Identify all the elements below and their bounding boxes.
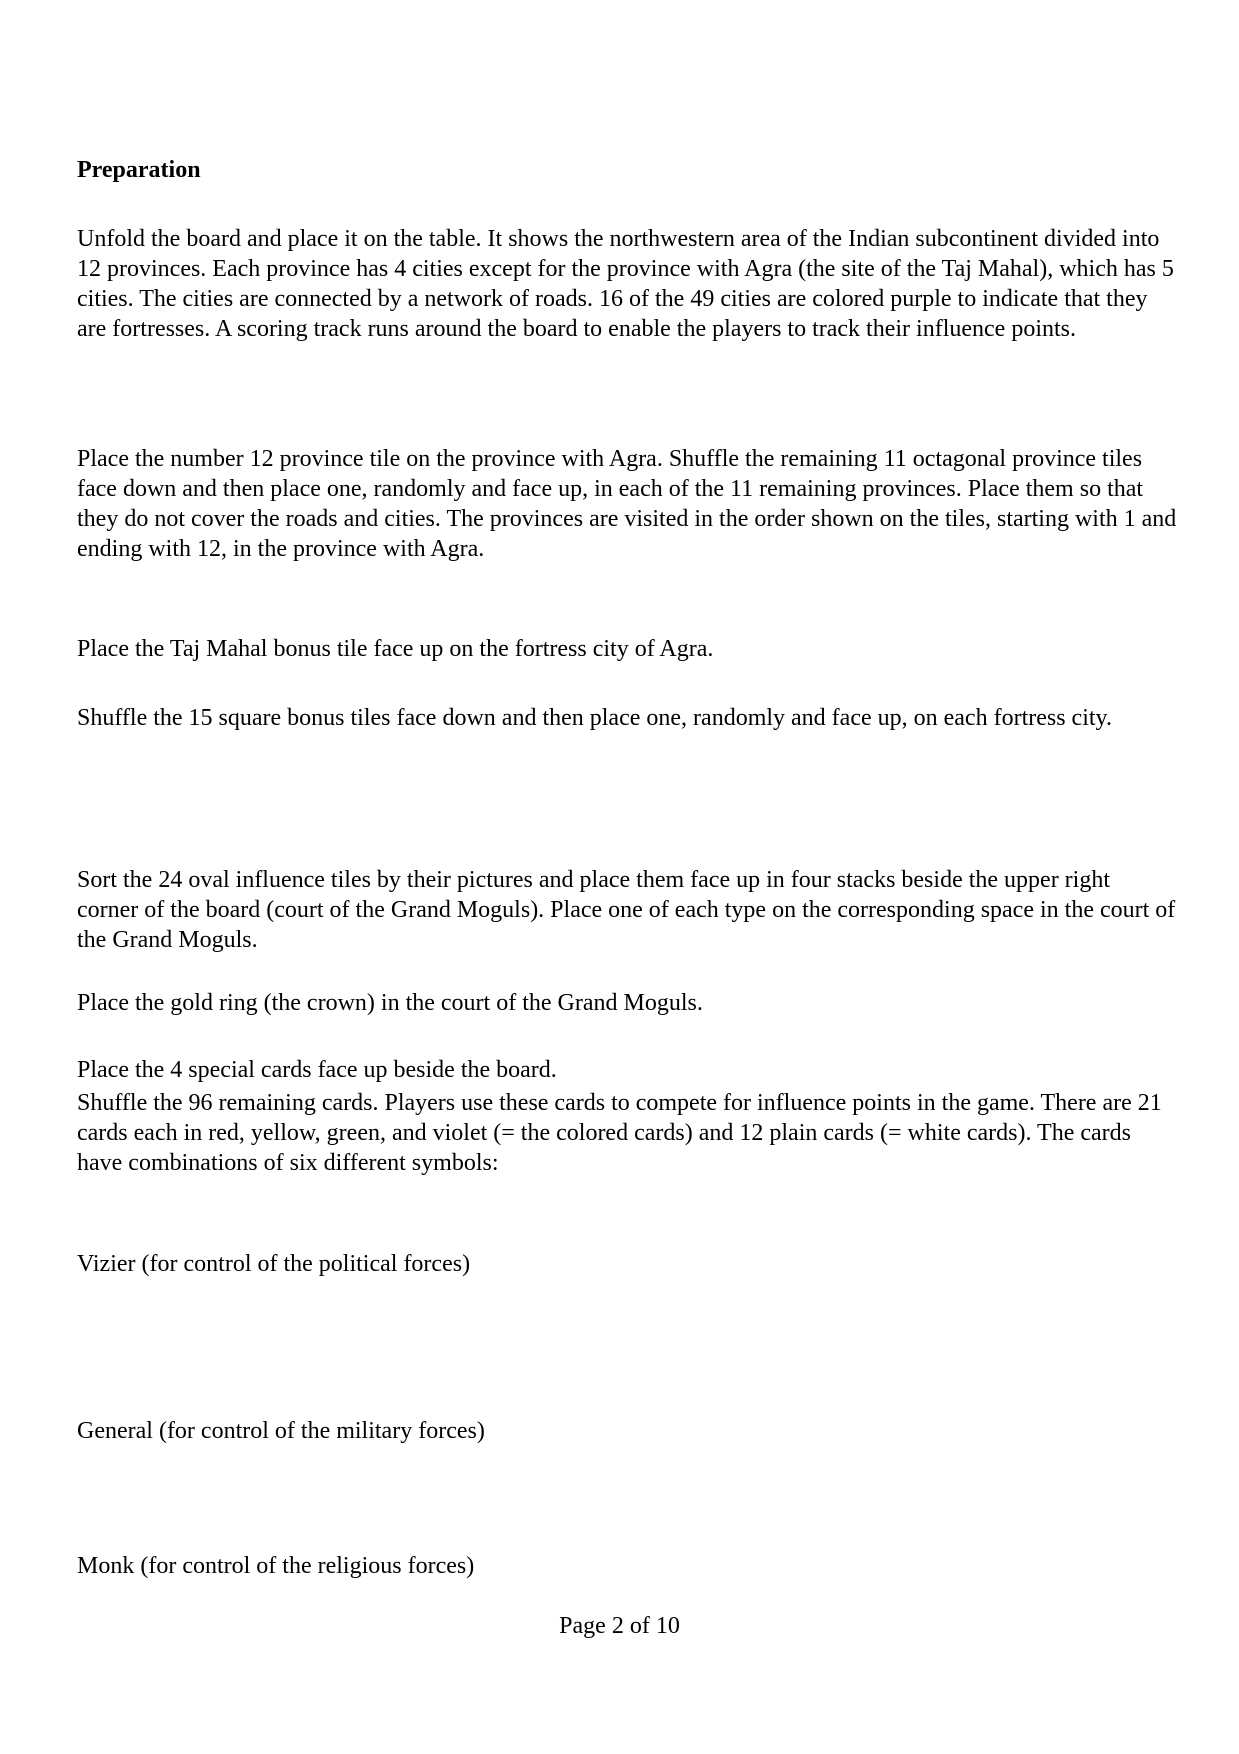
paragraph-influence-tiles: Sort the 24 oval influence tiles by their pictures and place them face up in four stacks beside the upper right corner of the board (court of the Grand Moguls). Place one of each type on the corresponding space in the court of the Grand Moguls. [77, 867, 1176, 953]
paragraph-board-setup: Unfold the board and place it on the table. It shows the northwestern area of the Indian subcontinent divided into 12 provinces. Each province has 4 cities except for the province with Agra (the site of the Taj Mahal), which has 5 cities. The cities are connected by a network of roads. 16 of the 49 cities are colored purple to indicate that they are fortresses. A scoring track runs around the board to enable the players to track their influence points. [77, 226, 1174, 342]
symbol-general: General (for control of the military forces) [77, 1418, 485, 1444]
paragraph-taj-mahal-tile: Place the Taj Mahal bonus tile face up on the fortress city of Agra. [77, 636, 714, 662]
page-number: Page 2 of 10 [559, 1613, 680, 1639]
symbol-monk: Monk (for control of the religious forces) [77, 1553, 475, 1579]
paragraph-remaining-cards: Shuffle the 96 remaining cards. Players use these cards to compete for influence points in the game. There are 21 cards each in red, yellow, green, and violet (= the colored cards) and 12 plain cards (= white cards). The cards have combinations of six different symbols: [77, 1090, 1162, 1176]
section-heading: Preparation [77, 157, 201, 183]
paragraph-gold-ring: Place the gold ring (the crown) in the court of the Grand Moguls. [77, 990, 703, 1016]
paragraph-province-tiles: Place the number 12 province tile on the province with Agra. Shuffle the remaining 11 octagonal province tiles face down and then place one, randomly and face up, in each of the 11 remaining provinces. Place them so that they do not cover the roads and cities. The provinces are visited in the order shown on the tiles, starting with 1 and ending with 12, in the province with Agra. [77, 446, 1177, 562]
paragraph-bonus-tiles: Shuffle the 15 square bonus tiles face down and then place one, randomly and face up, on each fortress city. [77, 705, 1112, 731]
paragraph-special-cards: Place the 4 special cards face up beside the board. [77, 1057, 557, 1083]
symbol-vizier: Vizier (for control of the political forces) [77, 1251, 471, 1277]
